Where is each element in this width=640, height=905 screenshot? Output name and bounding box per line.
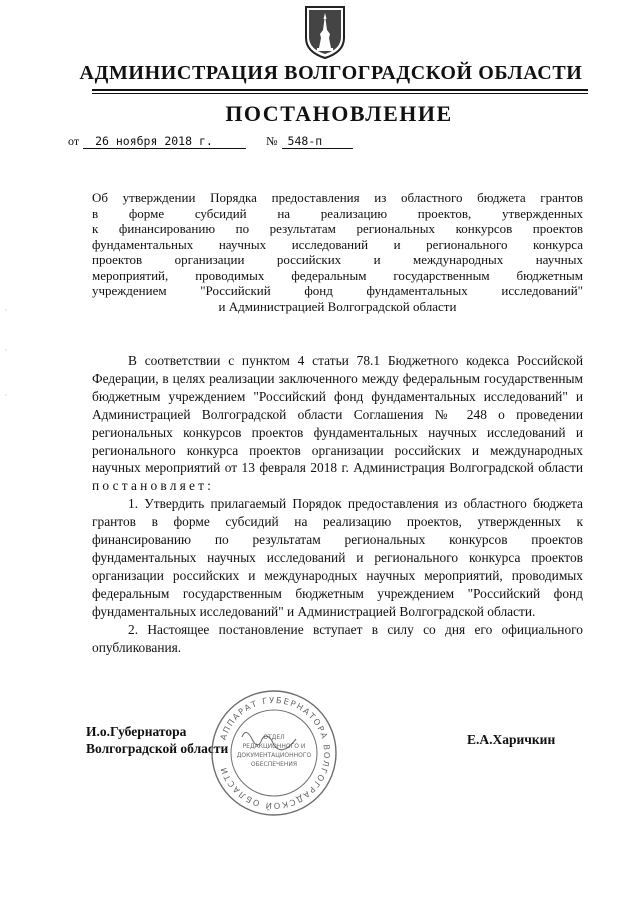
date-number-line <box>68 134 353 149</box>
document-title <box>92 190 583 314</box>
scan-margin-marks <box>4 300 8 420</box>
title-line: учреждением "Российский фонд фундаментальных исследований" <box>92 283 583 298</box>
document-body <box>92 352 583 656</box>
title-line: к финансированию по результатам региональных конкурсов проектов <box>92 221 583 236</box>
title-line: проектов организации российских и международных научных <box>92 252 583 267</box>
coat-of-arms-emblem <box>303 4 347 60</box>
item-1-paragraph: 1. Утвердить прилагаемый Порядок предоставления из областного бюджета грантов в форме субсидий на реализацию проектов, утвержденных к финансированию по результатам региональных конкурсов проектов фундаментальных научных исследований и регионального конкурса проектов организации российских и международных научных мероприятий, проводимых федеральным государственным бюджетным учреждением "Российский фонд фундаментальных исследований" и Администрацией Волгоградской области. <box>92 496 583 619</box>
stamp-center-line: РЕДАКЦИОННОГО И <box>242 743 306 750</box>
title-line: в форме субсидий на реализацию проектов, утвержденных <box>92 205 583 221</box>
title-line: фундаментальных научных исследований и регионального конкурса <box>92 236 583 252</box>
title-line: мероприятий, проводимых федеральным государственным бюджетным <box>92 267 583 283</box>
preamble-paragraph <box>92 352 583 495</box>
preamble-text: В соответствии с пунктом 4 статьи 78.1 Бюджетного кодекса Российской Федерации, в целях реализации заключенного между федеральным государственным бюджетным учреждением "Российский фонд фундаментальных исследований" и Администрацией Волгоградской области Соглашения № 248 о проведении региональных конкурсов проектов фундаментальных научных исследований и регионального конкурса проектов организации российских и международных научных мероприятий от 13 февраля 2018 г. Администрация Волгоградской области <box>92 353 583 476</box>
stamp-ring-text: АППАРАТ ГУБЕРНАТОРА ВОЛГОГРАДСКОЙ ОБЛАСТИ <box>217 694 333 812</box>
signatory-position-line-2: Волгоградской области <box>86 741 229 756</box>
number-prefix: № <box>266 134 278 148</box>
signatory-name: Е.А.Харичкин <box>467 732 556 747</box>
decree-word: постановляет: <box>92 478 215 494</box>
document-type-heading: ПОСТАНОВЛЕНИЕ <box>225 101 453 126</box>
stamp-center-line: ОТДЕЛ <box>263 734 285 741</box>
signatory-position <box>86 723 228 757</box>
title-line: Об утверждении Порядка предоставления из областного бюджета грантов <box>92 190 583 205</box>
signatory-position-line-1: И.о.Губернатора <box>86 724 187 739</box>
date-prefix: от <box>68 134 80 148</box>
official-stamp <box>208 687 340 819</box>
header-rule-thin <box>92 93 588 94</box>
organization-name: АДМИНИСТРАЦИЯ ВОЛГОГРАДСКОЙ ОБЛАСТИ <box>79 62 583 84</box>
title-line: и Администрацией Волгоградской области <box>218 298 457 314</box>
stamp-center-line: ДОКУМЕНТАЦИОННОГО <box>236 752 312 759</box>
stamp-center-line: ОБЕСПЕЧЕНИЯ <box>250 761 298 768</box>
header-rule-thick <box>92 89 588 91</box>
document-number: 548-п <box>282 134 353 149</box>
item-2-paragraph: 2. Настоящее постановление вступает в силу со дня его официального опубликования. <box>92 621 583 655</box>
document-date: 26 ноября 2018 г. <box>83 134 246 149</box>
